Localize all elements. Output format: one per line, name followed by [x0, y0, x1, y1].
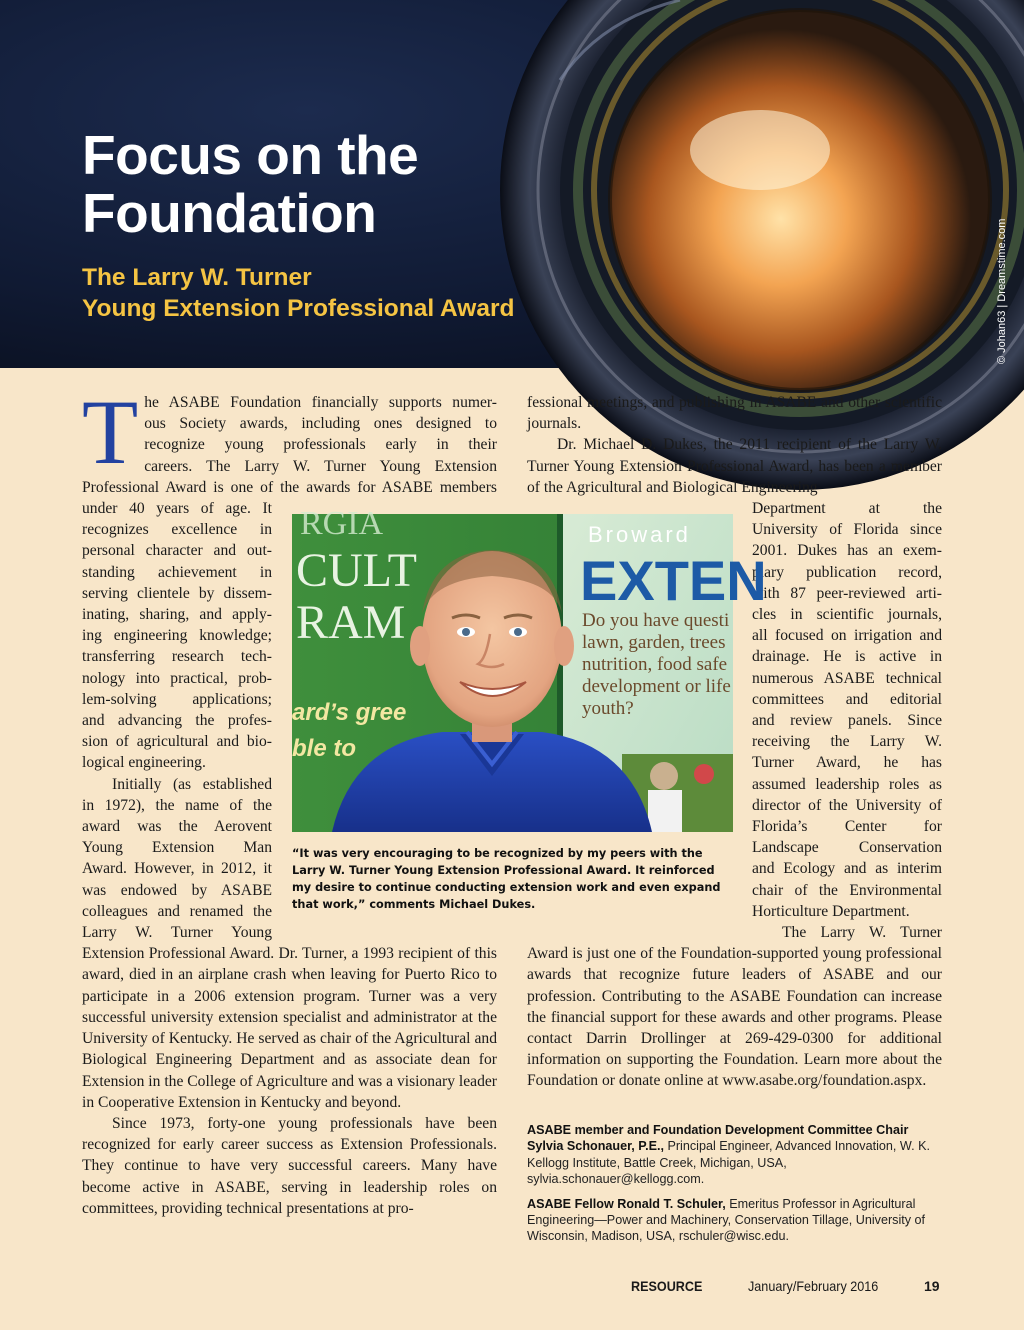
paragraph: Dr. Michael D. Dukes, the 2011 recipient of the Larry W. Turner Young Extension Professional Award, has been a member of the Agricultural and Biological Engineering: [527, 436, 942, 496]
text-line: all focused on irrigation and: [752, 627, 942, 645]
header-banner: [0, 0, 1024, 368]
text-line: drainage. He is active in: [752, 648, 942, 666]
text-line: Professional Award is one of the awards for ASABE members: [82, 478, 497, 496]
sign-text: EXTEN: [580, 549, 767, 612]
portrait-photo: [292, 505, 767, 832]
sign-text: nutrition, food safe: [582, 654, 728, 675]
text-line: Turner Award, he has: [752, 754, 942, 772]
text-line: lem-solving applications;: [82, 690, 272, 708]
text-line: transferring research tech-: [82, 648, 272, 666]
title-line: Foundation: [82, 182, 377, 244]
text-line: Florida’s Center for: [752, 818, 942, 836]
text-line: Award. However, in 2012, it: [82, 860, 272, 878]
text-line: nology into practical, prob-: [82, 669, 272, 687]
article-column-right-bottom: [527, 922, 942, 1092]
text-line: ing engineering knowledge;: [82, 627, 272, 645]
sign-text: lawn, garden, trees: [582, 632, 726, 653]
sign-text: RAM: [296, 596, 406, 649]
author-name: ASABE Fellow Ronald T. Schuler,: [527, 1196, 726, 1211]
title-line: Focus on the: [82, 124, 419, 186]
page-number: 19: [924, 1278, 940, 1294]
wrapped-lines: [82, 498, 272, 943]
text-line: chair of the Environmental: [752, 881, 942, 899]
drop-cap: T: [82, 381, 139, 483]
text-line: with 87 peer-reviewed arti-: [752, 584, 942, 602]
article-column-right-top: [527, 392, 942, 498]
sign-text: ble to: [292, 735, 356, 762]
text-line: and review panels. Since: [752, 712, 942, 730]
text-line: committees and editorial: [752, 690, 942, 708]
author-bio: [527, 1122, 947, 1188]
sign-text: RGIA: [300, 505, 384, 542]
author-details: Principal Engineer, Advanced Innovation, W. K. Kellogg Institute, Battle Creek, Michigan, USA, sylvia.schonauer@kellogg.com.: [527, 1139, 930, 1187]
text-line: University of Florida since: [752, 521, 942, 539]
paragraph: fessional meetings, and publishing in ASABE and other scientific journals.: [527, 394, 942, 433]
photo-caption: “It was very encouraging to be recognized by my peers with the Larry W. Turner Young Extension Professional Award. It reinforced my desire to continue conducting extension work and even expand that work,” comments Michael Dukes.: [292, 847, 721, 911]
text-line: assumed leadership roles as: [752, 775, 942, 793]
text-line: Larry W. Turner Young: [82, 924, 272, 942]
sign-text: Broward: [588, 522, 691, 547]
magazine-name: RESOURCE: [631, 1278, 703, 1294]
page-subtitle: [82, 262, 514, 324]
text-line: cles in scientific journals,: [752, 606, 942, 624]
text-line: inating, sharing, and apply-: [82, 606, 272, 624]
sign-text: Do you have questi: [582, 610, 730, 631]
paragraph: Extension Professional Award. Dr. Turner, a 1993 recipient of this award, died in an airplane crash when leaving for Puerto Rico to participate in a 2006 extension program. Turner was a very successful university extension specialist and administrator at the University of Kentucky. He served as chair of the Agricultural and Biological Engineering Department and as associate dean for Extension in the College of Agriculture and was a visionary leader in Cooperative Extension in Kentucky and beyond.: [82, 945, 497, 1111]
author-details: Emeritus Professor in Agricultural Engineering—Power and Machinery, Conservation Tillage, University of Wisconsin, Madison, USA, rschuler@wisc.edu.: [527, 1196, 926, 1244]
author-bio: [527, 1196, 947, 1245]
text-line: Initially (as established: [112, 775, 272, 793]
issue-date: January/February 2016: [748, 1278, 879, 1294]
text-line: recognizes excellence in: [82, 521, 272, 539]
text-line: Landscape Conservation: [752, 839, 942, 857]
text-line: under 40 years of age. It: [82, 500, 272, 518]
text-line: award was the Aerovent: [82, 818, 272, 836]
text-line: The Larry W. Turner: [782, 924, 942, 941]
author-name: ASABE member and Foundation Development Committee Chair Sylvia Schonauer, P.E.,: [527, 1123, 909, 1154]
sign-text: youth?: [582, 698, 634, 719]
sign-text: development or life: [582, 676, 731, 697]
page-title: [82, 126, 418, 242]
sign-text: CULT: [296, 544, 417, 597]
text-line: and Ecology and as interim: [752, 860, 942, 878]
paragraph: Award is just one of the Foundation-supported young professional awards that recognize future leaders of ASABE and our profession. Contributing to the ASABE Foundation can increase the financial support for these awards and other programs. Please contact Darrin Drollinger at 269-429-0300 for additional information on supporting the Foundation. Learn more about the Foundation or donate online at www.asabe.org/foundation.aspx.: [527, 945, 942, 1090]
sign-text: ard’s gree: [292, 699, 407, 726]
text-line: receiving the Larry W.: [752, 733, 942, 751]
text-line: in 1972), the name of the: [82, 796, 272, 814]
text-line: recognize young professionals early in their: [144, 436, 497, 454]
text-line: Department at the: [752, 500, 942, 517]
wrap-line-box: [527, 922, 942, 943]
subtitle-line: Young Extension Professional Award: [82, 295, 515, 322]
article-column-right-wrap: [752, 498, 942, 922]
text-line: Horticulture Department.: [752, 902, 910, 920]
text-line: ous Society awards, including ones designed to: [144, 415, 497, 433]
text-line: Young Extension Man: [82, 839, 272, 857]
text-line: personal character and out-: [82, 542, 272, 560]
text-line: colleagues and renamed the: [82, 902, 272, 920]
text-line: 2001. Dukes has an exem-: [752, 542, 942, 560]
text-line: serving clientele by dissem-: [82, 584, 272, 602]
text-line: was endowed by ASABE: [82, 881, 272, 899]
portrait-photo-graphic: [292, 505, 767, 832]
text-line: sion of agricultural and bio-: [82, 733, 272, 751]
text-line: logical engineering.: [82, 754, 206, 772]
text-line: plary publication record,: [752, 563, 942, 581]
author-bios: [527, 1122, 947, 1253]
text-line: standing achievement in: [82, 563, 272, 581]
subtitle-line: The Larry W. Turner: [82, 264, 312, 291]
paragraph: Since 1973, forty-one young professionals have been recognized for early career success as Extension Professionals. They continue to have very successful careers. Many have become active in ASABE, serving in leadership roles on committees, providing technical presentations at pro-: [82, 1114, 497, 1217]
text-line: numerous ASABE technical: [752, 669, 942, 687]
text-line: careers. The Larry W. Turner Young Extension: [144, 457, 497, 475]
text-line: he ASABE Foundation financially supports numer-: [144, 394, 497, 411]
text-line: and advancing the profes-: [82, 712, 272, 730]
photo-credit-text: © Johan63 | Dreamstime.com: [996, 218, 1008, 364]
text-line: director of the University of: [752, 796, 942, 814]
page-footer: [0, 1278, 1024, 1298]
